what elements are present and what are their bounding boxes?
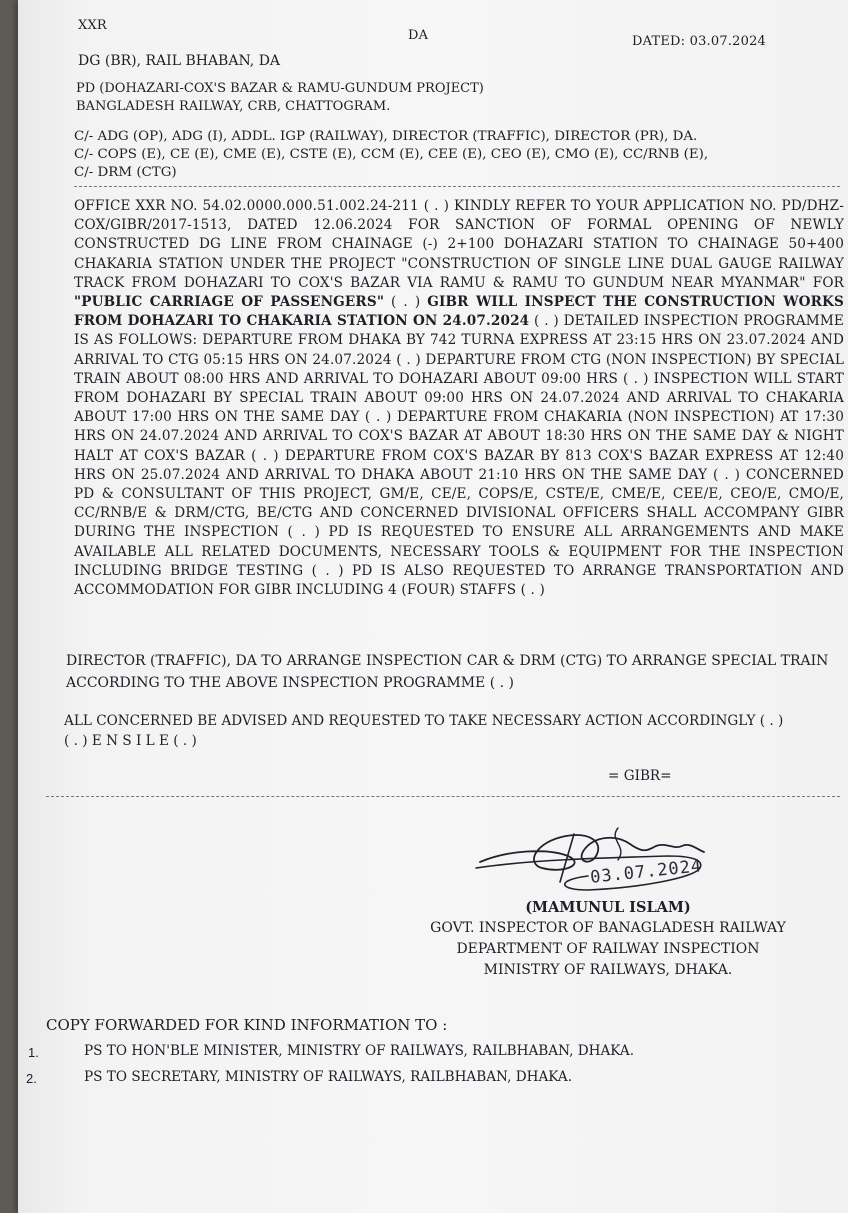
copy-item-1: PS TO HON'BLE MINISTER, MINISTRY OF RAILWAYS, RAILBHABAN, DHAKA. xyxy=(84,1043,635,1059)
copy-forwarded-heading: COPY FORWARDED FOR KIND INFORMATION TO : xyxy=(46,1016,448,1034)
sign-off: = GIBR= xyxy=(608,768,672,784)
pd-address-line2: BANGLADESH RAILWAY, CRB, CHATTOGRAM. xyxy=(76,99,391,114)
body-text-1: OFFICE XXR NO. 54.02.0000.000.51.002.24-211 ( . ) KINDLY REFER TO YOUR APPLICATION NO. PD/DHZ-COX/GIBR/2017-1513, DATED 12.06.2024 FOR SANCTION OF FORMAL OPENING OF NEWLY CONSTRUCTED DG LINE FROM CHAINAGE (-) 2+100 DOHAZARI STATION TO CHAINAGE 50+400 CHAKARIA STATION UNDER THE PROJECT "CONSTRUCTION OF SINGLE LINE DUAL GAUGE RAILWAY TRACK FROM DOHAZARI TO COX'S BAZAR VIA RAMU & RAMU TO GUNDUM NEAR MYANMAR" FOR xyxy=(74,198,844,291)
divider-bottom xyxy=(46,796,840,797)
to-code: DA xyxy=(408,28,429,43)
signatory-name: (MAMUNUL ISLAM) xyxy=(525,899,691,916)
addressee: DG (BR), RAIL BHABAN, DA xyxy=(78,53,281,69)
divider-top xyxy=(74,186,840,187)
signatory-title1: GOVT. INSPECTOR OF BANAGLADESH RAILWAY xyxy=(430,920,786,936)
signature-scribble xyxy=(468,820,758,902)
closing-paragraph xyxy=(64,711,848,751)
body-bold-2: GIBR WILL INSPECT THE CONSTRUCTION WORKS FROM DOHAZARI TO CHAKARIA STATION ON 24.07.2024 xyxy=(74,294,844,330)
signatory-title3: MINISTRY OF RAILWAYS, DHAKA. xyxy=(483,962,733,978)
signature-block xyxy=(398,897,818,981)
main-body-paragraph xyxy=(74,197,844,600)
date-line: DATED: 03.07.2024 xyxy=(632,34,767,49)
from-code: XXR xyxy=(78,18,107,33)
traffic-paragraph: DIRECTOR (TRAFFIC), DA TO ARRANGE INSPECTION CAR & DRM (CTG) TO ARRANGE SPECIAL TRAIN ACCORDING TO THE ABOVE INSPECTION PROGRAMME ( . ) xyxy=(66,653,829,691)
cc-line2: C/- COPS (E), CE (E), CME (E), CSTE (E), CCM (E), CEE (E), CEO (E), CMO (E), CC/RNB (E), xyxy=(74,147,709,162)
closing-line2: ( . ) E N S I L E ( . ) xyxy=(64,733,197,749)
document-page xyxy=(18,0,848,1213)
cc-line3: C/- DRM (CTG) xyxy=(74,165,177,180)
closing-line1: ALL CONCERNED BE ADVISED AND REQUESTED TO TAKE NECESSARY ACTION ACCORDINGLY ( . ) xyxy=(64,713,784,729)
copy-item-1-number: 1. xyxy=(28,1045,39,1060)
pd-address-line1: PD (DOHAZARI-COX'S BAZAR & RAMU-GUNDUM PROJECT) xyxy=(76,81,484,96)
body-text-3: ( . ) DETAILED INSPECTION PROGRAMME IS AS FOLLOWS: DEPARTURE FROM DHAKA BY 742 TURNA EXPRESS AT 23:15 HRS ON 23.07.2024 AND ARRIVAL TO CTG 05:15 HRS ON 24.07.2024 ( . ) DEPARTURE FROM CTG (NON INSPECTION) BY SPECIAL TRAIN ABOUT 08:00 HRS AND ARRIVAL TO DOHAZARI ABOUT 09:00 HRS ( . ) INSPECTION WILL START FROM DOHAZARI BY SPECIAL TRAIN ABOUT 09:00 HRS ON 24.07.2024 AND ARRIVAL TO CHAKARIA ABOUT 17:00 HRS ON THE SAME DAY ( . ) DEPARTURE FROM CHAKARIA (NON INSPECTION) AT 17:30 HRS ON 24.07.2024 AND ARRIVAL TO COX'S BAZAR AT ABOUT 18:30 HRS ON THE SAME DAY & NIGHT HALT AT COX'S BAZAR ( . ) DEPARTURE FROM COX'S BAZAR BY 813 COX'S BAZAR EXPRESS AT 12:40 HRS ON 25.07.2024 AND ARRIVAL TO DHAKA ABOUT 21:10 HRS ON THE SAME DAY ( . ) CONCERNED PD & CONSULTANT OF THIS PROJECT, GM/E, CE/E, COPS/E, CSTE/E, CME/E, CEE/E, CEO/E, CMO/E, CC/RNB/E & DRM/CTG, BE/CTG AND CONCERNED DIVISIONAL OFFICERS SHALL ACCOMPANY GIBR DURING THE INSPECTION ( . ) PD IS REQUESTED TO ENSURE ALL ARRANGEMENTS AND MAKE AVAILABLE ALL RELATED DOCUMENTS, NECESSARY TOOLS & EQUIPMENT FOR THE INSPECTION INCLUDING BRIDGE TESTING ( . ) PD IS ALSO REQUESTED TO ARRANGE TRANSPORTATION AND ACCOMMODATION FOR GIBR INCLUDING 4 (FOUR) STAFFS ( . ) xyxy=(74,313,844,599)
signatory-title2: DEPARTMENT OF RAILWAY INSPECTION xyxy=(456,941,760,957)
cc-line1: C/- ADG (OP), ADG (I), ADDL. IGP (RAILWAY), DIRECTOR (TRAFFIC), DIRECTOR (PR), DA. xyxy=(74,129,698,144)
copy-item-2-number: 2. xyxy=(26,1071,37,1086)
body-text-2: ( . ) xyxy=(384,294,428,311)
body-bold-1: "PUBLIC CARRIAGE OF PASSENGERS" xyxy=(74,294,385,311)
signature-handwritten-date: 03.07.2024 xyxy=(589,856,704,888)
copy-item-2: PS TO SECRETARY, MINISTRY OF RAILWAYS, RAILBHABAN, DHAKA. xyxy=(84,1069,573,1085)
